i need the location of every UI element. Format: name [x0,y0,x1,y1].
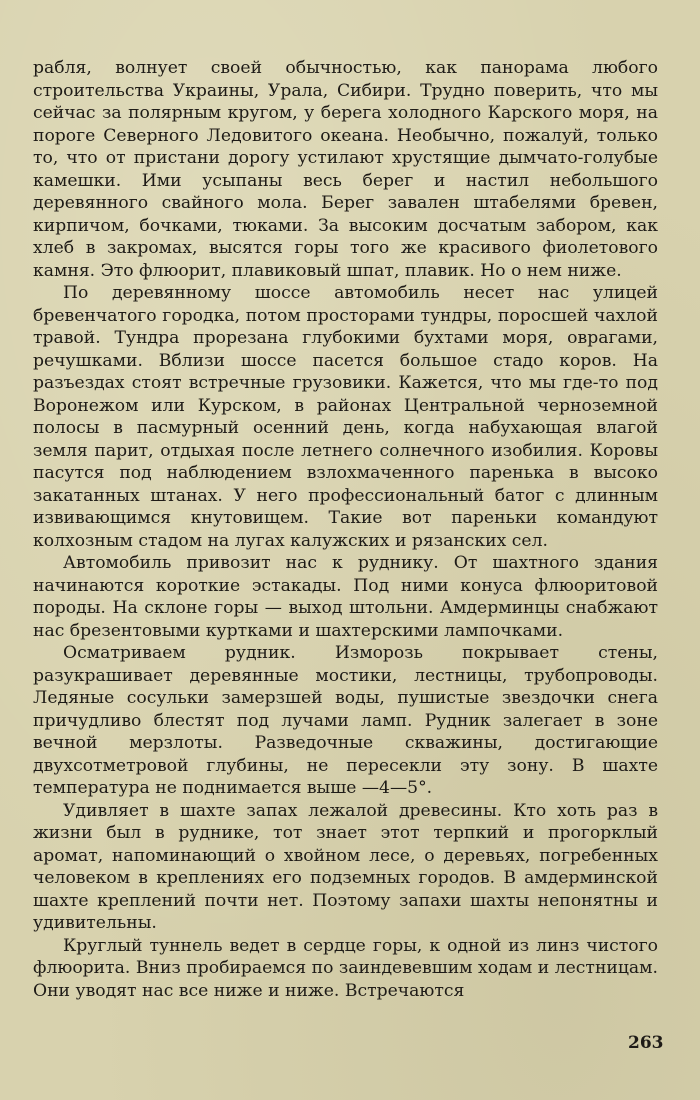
page-number: 263 [628,1033,664,1053]
paragraph-6: Круглый туннель ведет в сердце горы, к одной из линз чистого флюорита. Вниз пробираемся по заиндевевшим ходам и лестницам. Они уводят нас все ниже и ниже. Встречаются [33,935,658,1001]
paragraph-4: Осматриваем рудник. Изморозь покрывает стены, разукрашивает деревянные мостики, лестницы, трубопроводы. Ледяные сосульки замерзшей воды, пушистые звездочки снега причудливо блестят под лучами ламп. Рудник залегает в зоне вечной мерзлоты. Разведочные скважины, достигающие двухсотметровой глубины, не пересекли эту зону. В шахте температура не поднимается выше —4—5°. [33,643,658,798]
paragraph-5: Удивляет в шахте запах лежалой древесины. Кто хоть раз в жизни был в руднике, тот знает этот терпкий и прогорклый аромат, напоминающий о хвойном лесе, о деревьях, погребенных человеком в креплениях его подземных городов. В амдерминской шахте креплений почти нет. Поэтому запахи шахты непонятны и удивительны. [33,800,658,933]
paragraph-1: рабля, волнует своей обычностью, как панорама любого строительства Украины, Урала, Сибири. Трудно поверить, что мы сейчас за полярным кругом, у берега холодного Карского моря, на пороге Северного Ледовитого океана. Необычно, пожалуй, только то, что от пристани дорогу устилают хрустящие дымчато-голубые камешки. Ими усыпаны весь берег и настил небольшого деревянного свайного мола. Берег завален штабелями бревен, кирпичом, бочками, тюками. За высоким досчатым забором, как хлеб в закромах, высятся горы того же красивого фиолетового камня. Это флюорит, плавиковый шпат, плавик. Но о нем ниже. [33,58,658,281]
paragraph-3: Автомобиль привозит нас к руднику. От шахтного здания начинаются короткие эстакады. Под ними конуса флюоритовой породы. На склоне горы — выход штольни. Амдерминцы снабжают нас брезентовыми куртками и шахтерскими лампочками. [33,553,658,641]
body-text [33,57,658,1002]
paragraph-2: По деревянному шоссе автомобиль несет нас улицей бревенчатого городка, потом просторами тундры, поросшей чахлой травой. Тундра прорезана глубокими бухтами моря, оврагами, речушками. Вблизи шоссе пасется большое стадо коров. На разъездах стоят встречные грузовики. Кажется, что мы где-то под Воронежом или Курском, в районах Центральной черноземной полосы в пасмурный осенний день, когда набухающая влагой земля парит, отдыхая после летнего солнечного изобилия. Коровы пасутся под наблюдением взлохмаченного паренька в высоко закатанных штанах. У него профессиональный батог с длинным извивающимся кнутовищем. Такие вот пареньки командуют колхозным стадом на лугах калужских и рязанских сел. [33,283,658,551]
